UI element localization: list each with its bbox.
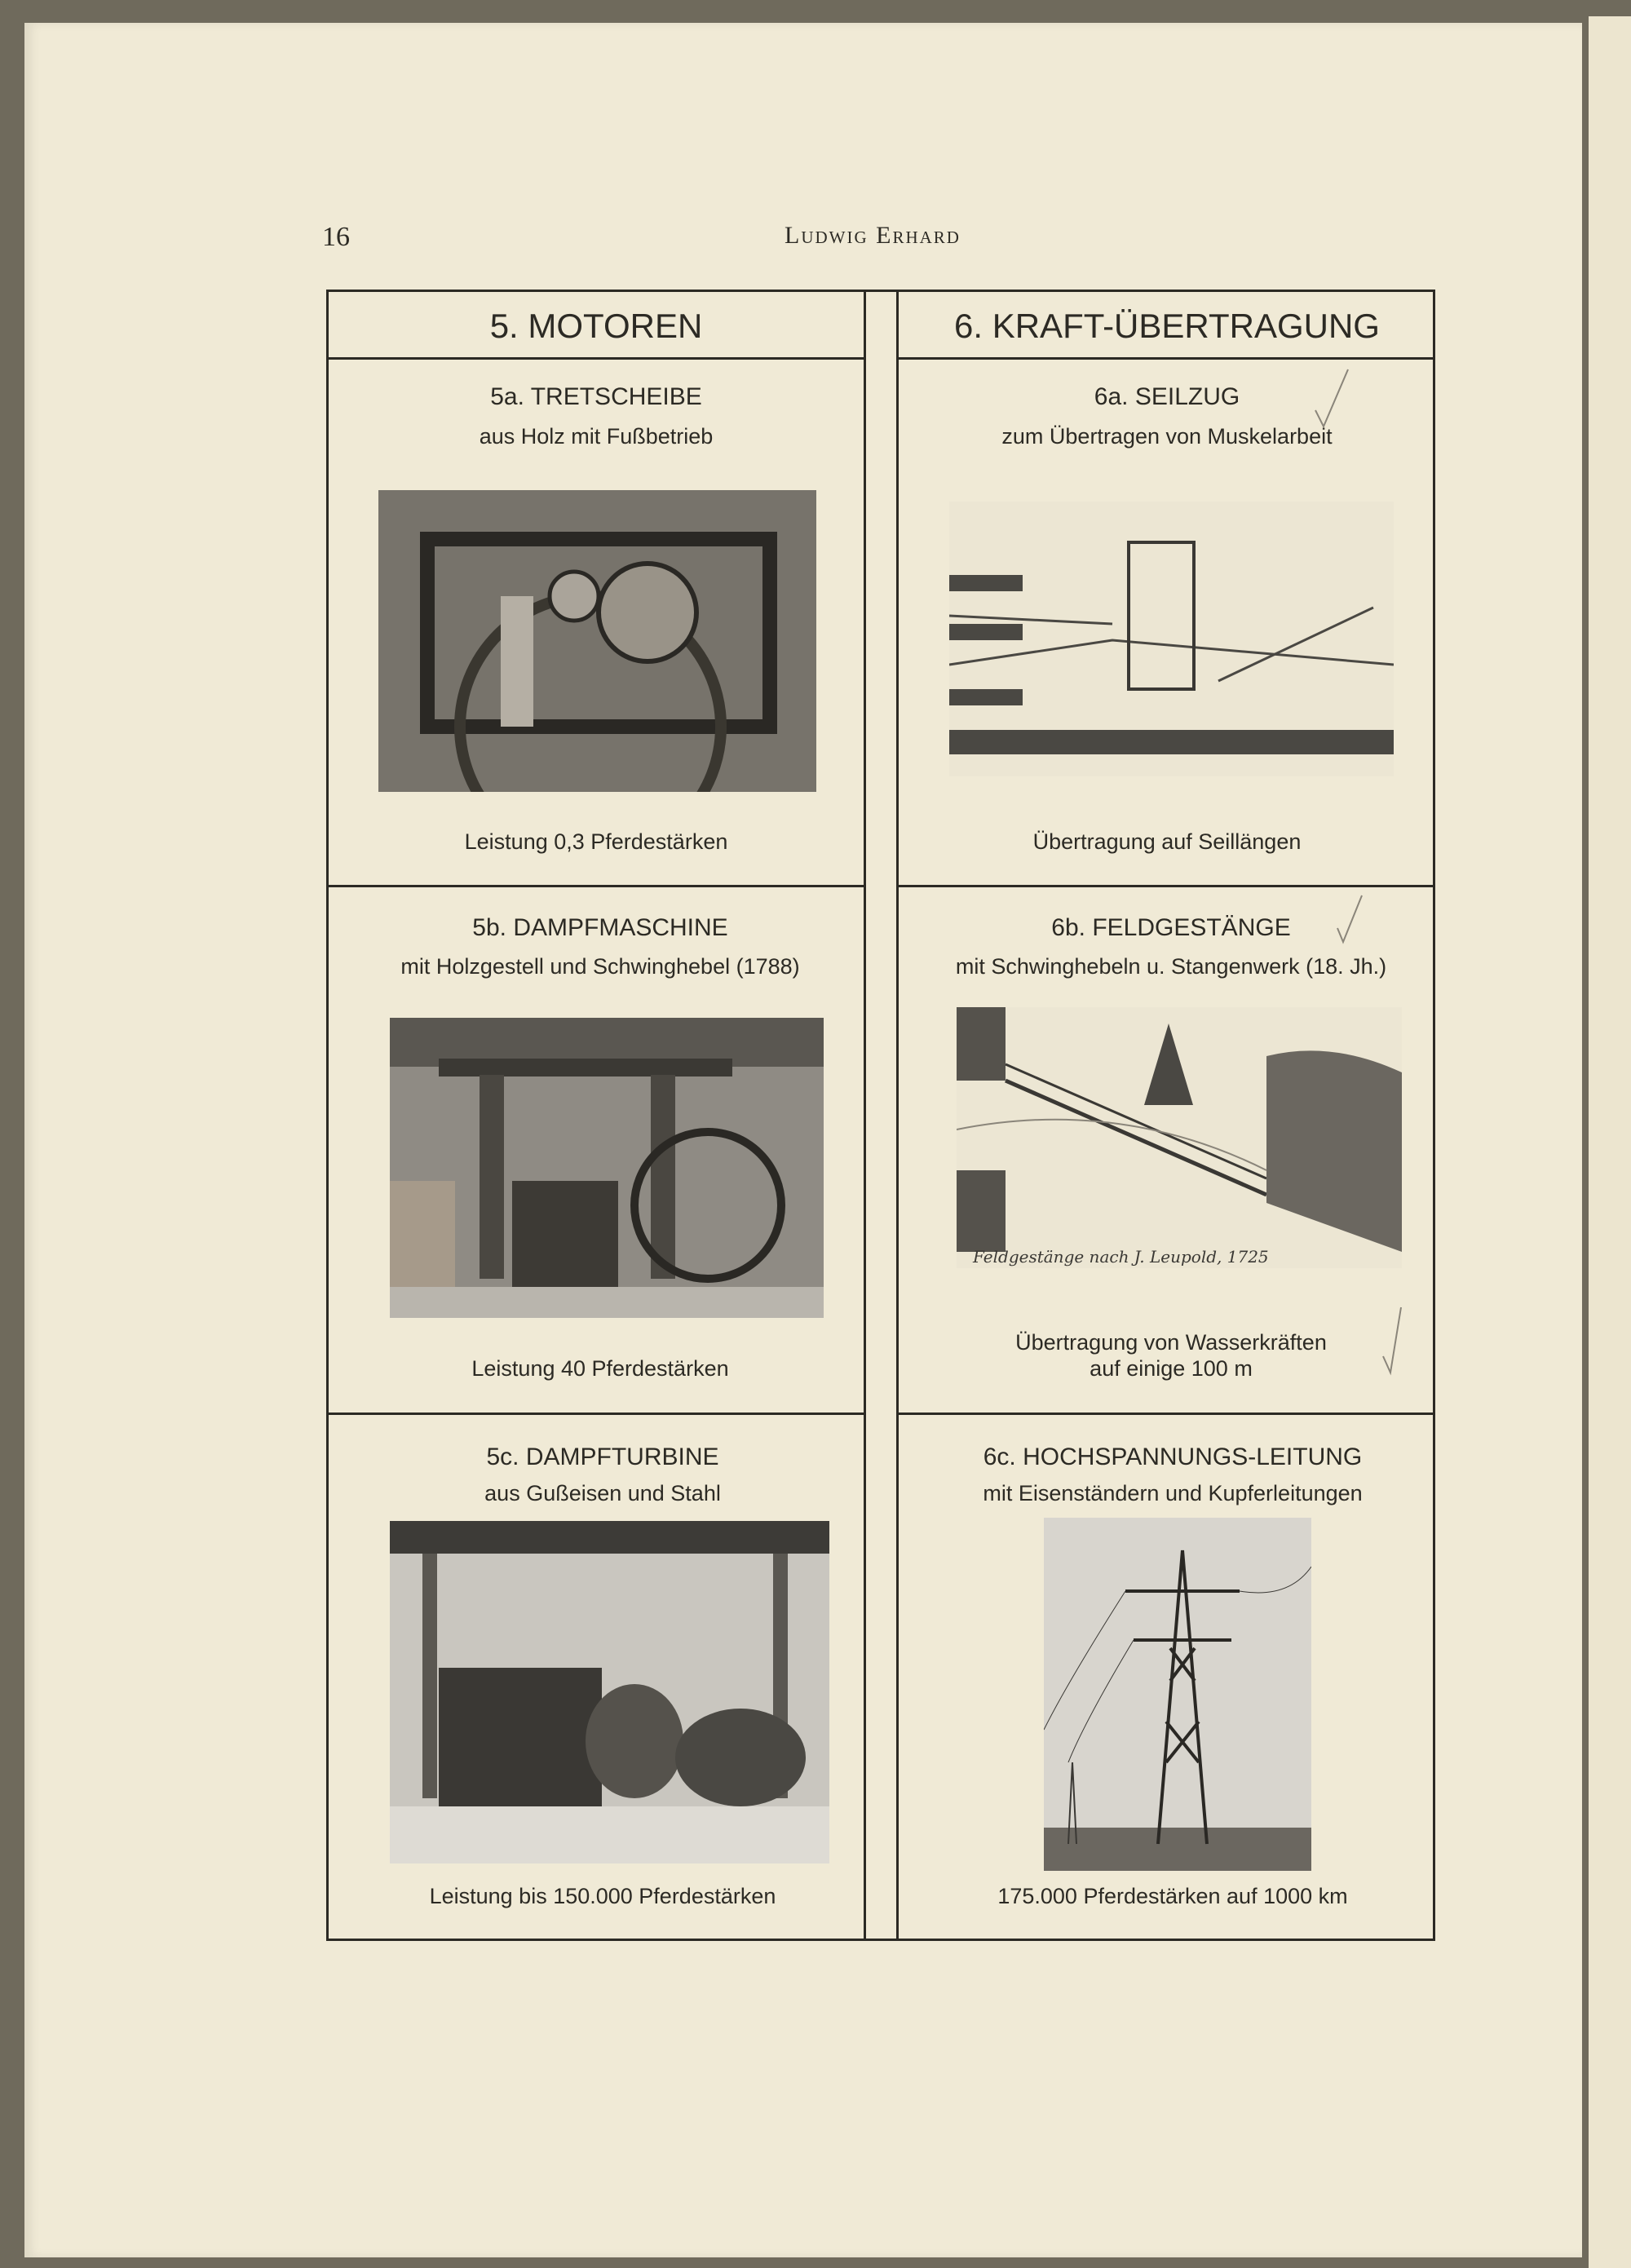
next-page-edge [1589,16,1631,2268]
item-title: 6c. HOCHSPANNUNGS-LEITUNG [983,1443,1363,1470]
item-title: 5a. TRETSCHEIBE [490,383,702,410]
seilzug-image [949,502,1394,776]
item-subtitle: aus Gußeisen und Stahl [484,1481,721,1505]
running-title: Ludwig Erhard [785,222,961,249]
item-caption: Leistung bis 150.000 Pferdestärken [429,1884,776,1908]
feldgestaenge-image [957,1007,1402,1268]
comparison-table [326,290,1435,1941]
handwritten-checkmark-icon [1333,891,1366,948]
item-title: 6a. SEILZUG [1094,383,1240,410]
dampfturbine-image [390,1521,829,1863]
page-number: 16 [322,222,350,252]
item-subtitle: aus Holz mit Fußbetrieb [479,424,714,449]
item-title: 5b. DAMPFMASCHINE [472,914,728,941]
row-divider [329,1413,864,1415]
column-title-motoren: 5. MOTOREN [489,306,703,345]
item-caption: Leistung 40 Pferdestärken [471,1356,729,1381]
dampfmaschine-image [390,1018,824,1318]
handwritten-checkmark-icon [1381,1303,1405,1377]
column-divider [896,292,899,1939]
item-caption-line2: auf einige 100 m [1090,1356,1253,1381]
row-divider [899,1413,1433,1415]
item-caption: Leistung 0,3 Pferdestärken [464,829,728,854]
item-caption: 175.000 Pferdestärken auf 1000 km [997,1884,1348,1908]
hochspannungsleitung-image [1044,1518,1311,1871]
item-subtitle: mit Eisenständern und Kupferleitungen [983,1481,1363,1505]
item-subtitle: mit Schwinghebeln u. Stangenwerk (18. Jh.) [955,954,1387,979]
row-divider [899,885,1433,887]
item-caption-line1: Übertragung von Wasserkräften [1015,1330,1327,1355]
column-title-kraftuebertragung: 6. KRAFT-ÜBERTRAGUNG [954,306,1380,345]
handwritten-checkmark-icon [1311,365,1352,431]
item-subtitle: mit Holzgestell und Schwinghebel (1788) [400,954,800,979]
item-title: 5c. DAMPFTURBINE [486,1443,719,1470]
tretscheibe-image [378,490,816,792]
image-caption: Feldgestänge nach J. Leupold, 1725 [973,1247,1269,1267]
item-caption: Übertragung auf Seillängen [1032,829,1302,854]
item-subtitle: zum Übertragen von Muskelarbeit [1001,424,1333,449]
column-divider [864,292,866,1939]
item-title: 6b. FELDGESTÄNGE [1051,914,1291,941]
row-divider [329,885,864,887]
